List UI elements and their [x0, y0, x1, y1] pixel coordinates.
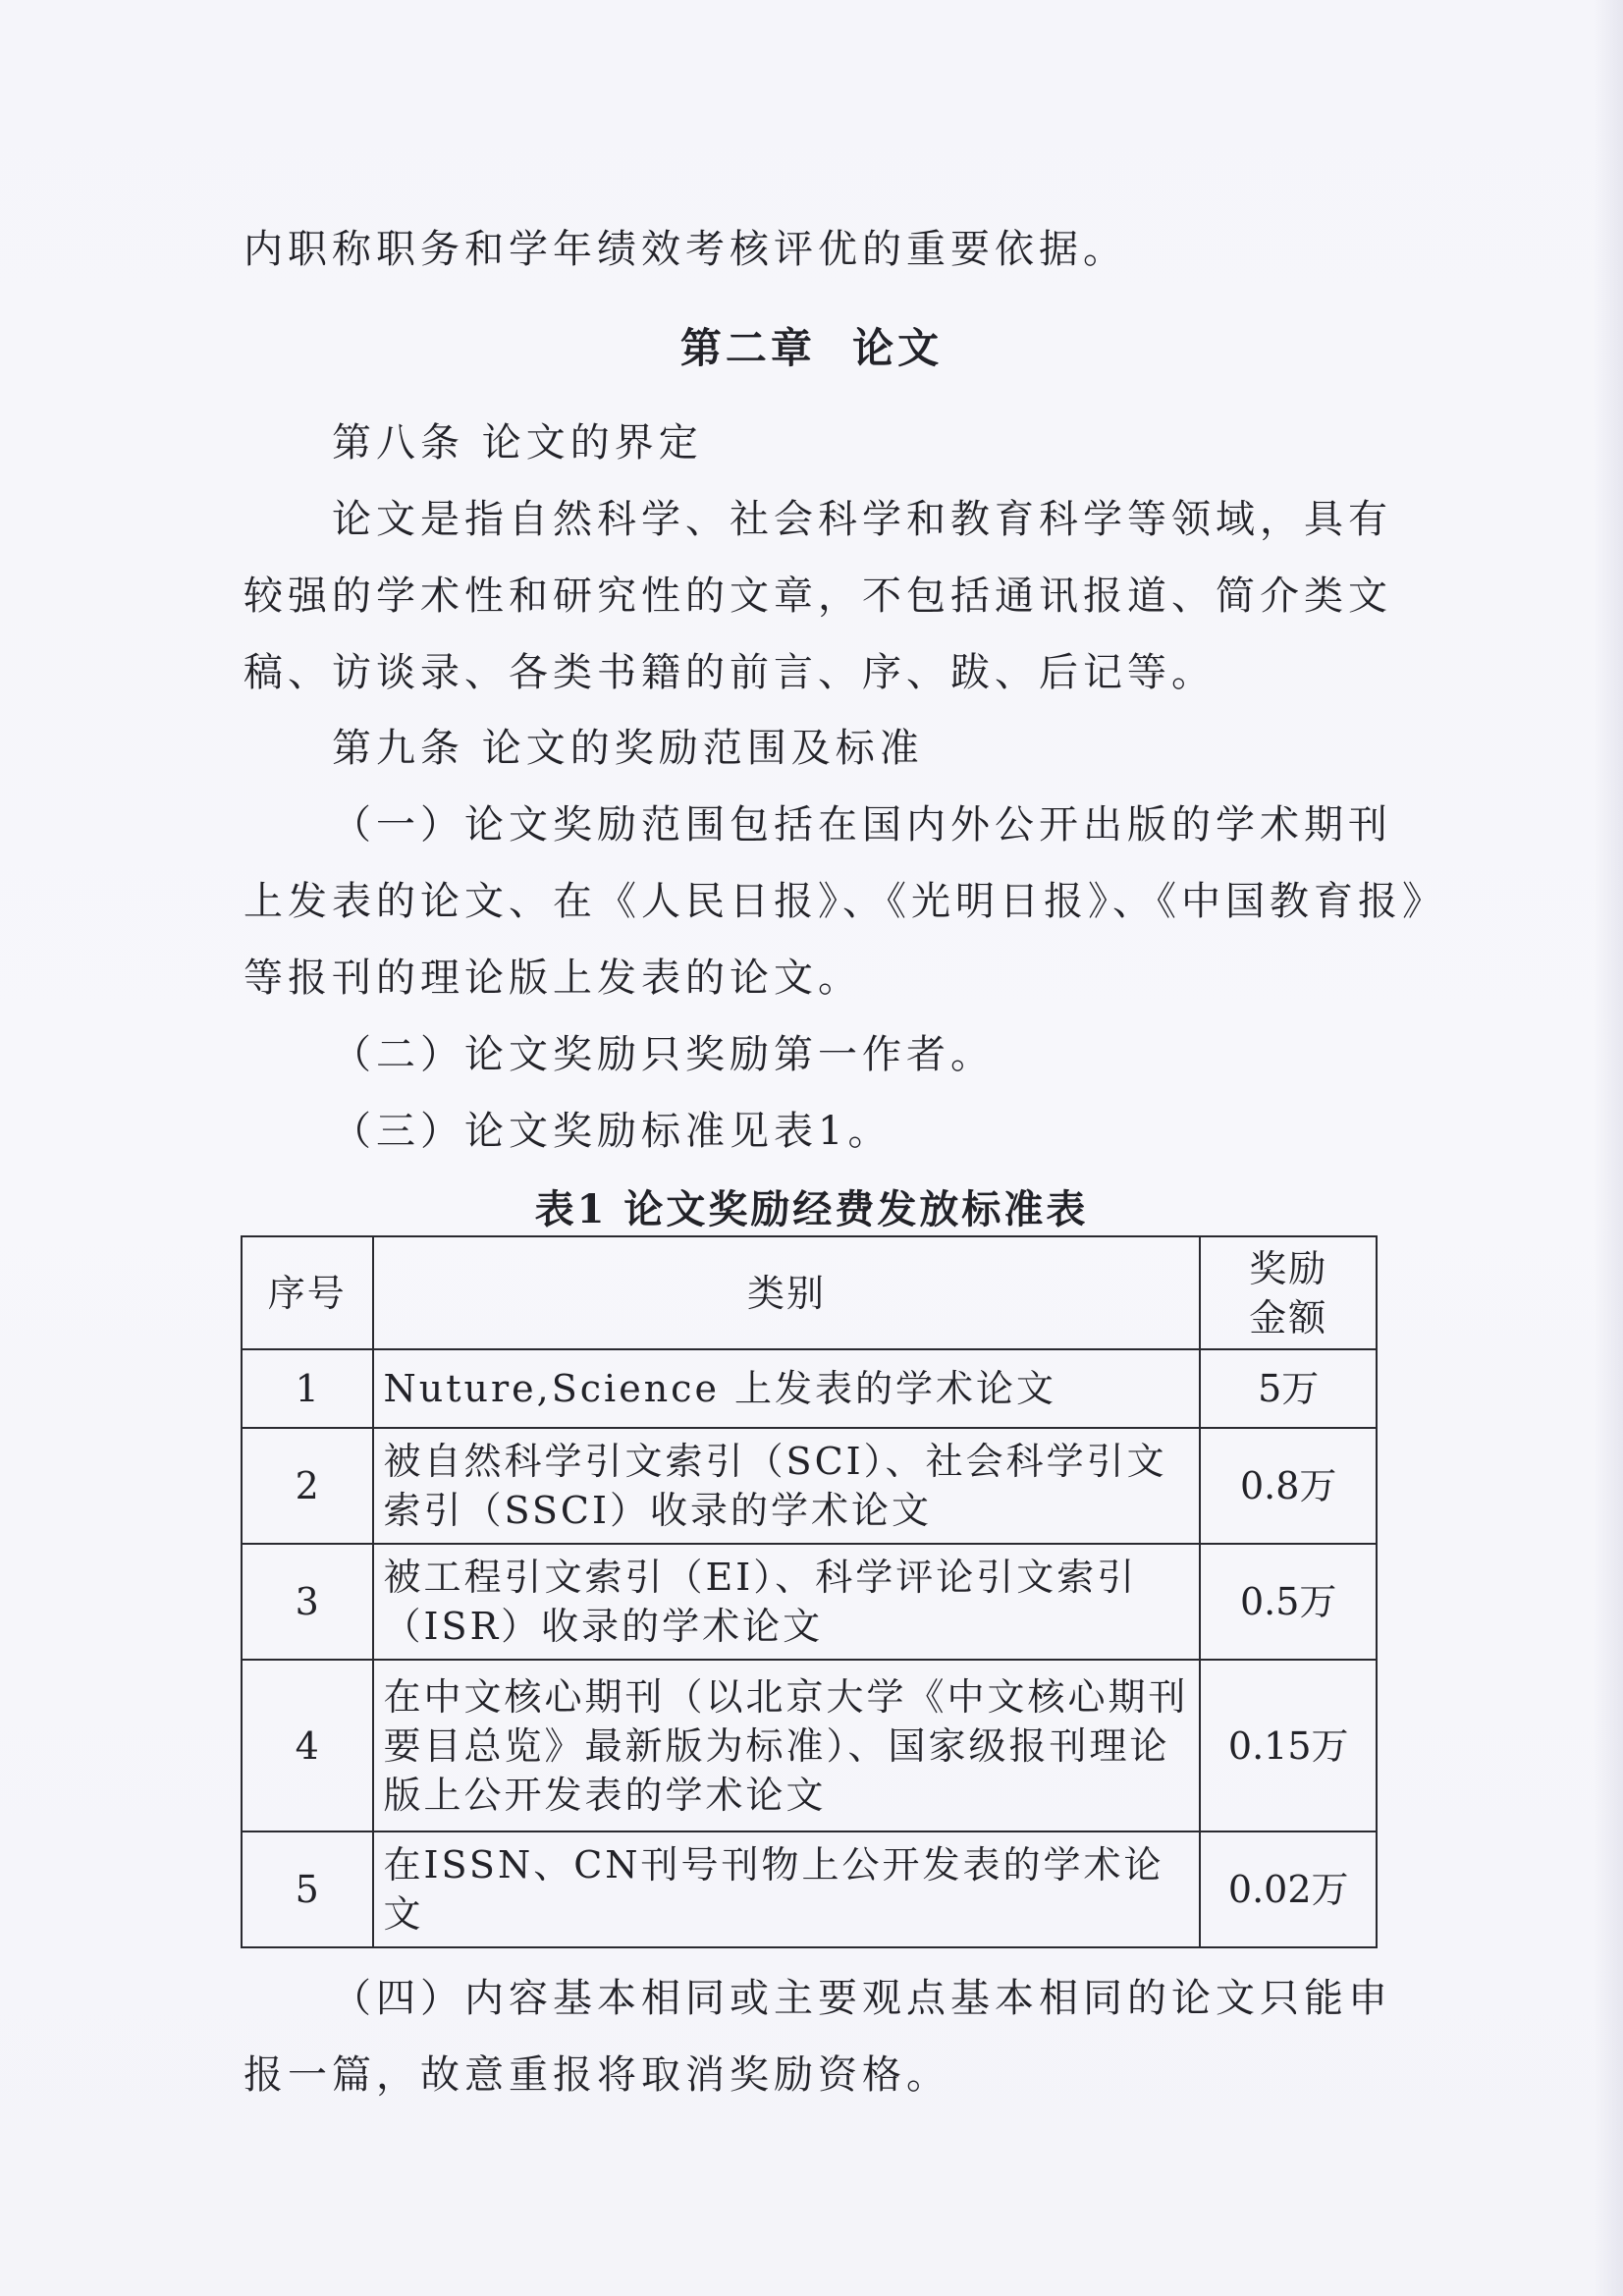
table-row: [242, 1349, 1377, 1428]
article-8-title: 第八条 论文的界定: [332, 420, 703, 465]
row-no: 4: [242, 1660, 373, 1831]
header-amount-line-2: 金额: [1249, 1295, 1328, 1339]
scan-edge-shadow: [1594, 0, 1623, 2296]
header-amount-line-1: 奖励: [1249, 1246, 1328, 1290]
article-8-line-1: 论文是指自然科学、社会科学和教育科学等领域，具有: [332, 497, 1392, 542]
clause-2: （二）论文奖励只奖励第一作者。: [332, 1032, 995, 1077]
row-category: Nuture,Science 上发表的学术论文: [373, 1349, 1201, 1428]
paragraph-continuation: 内职称职务和学年绩效考核评优的重要依据。: [243, 227, 1127, 272]
chapter-heading: 第二章 论文: [679, 324, 944, 372]
row-no: 2: [242, 1428, 373, 1544]
row-no: 3: [242, 1544, 373, 1660]
row-amount: 0.5万: [1200, 1544, 1377, 1660]
clause-1-line-2: 上发表的论文、在《人民日报》、《光明日报》、《中国教育报》: [243, 879, 1446, 924]
header-amount: [1200, 1236, 1377, 1349]
row-category: 在中文核心期刊（以北京大学《中文核心期刊要目总览》最新版为标准）、国家级报刊理论版上公开发表的学术论文: [373, 1660, 1201, 1831]
article-8-line-2: 较强的学术性和研究性的文章，不包括通讯报道、简介类文: [243, 574, 1392, 619]
clause-4-line-1: （四）内容基本相同或主要观点基本相同的论文只能申: [332, 1976, 1392, 2021]
row-amount: 0.15万: [1200, 1660, 1377, 1831]
row-no: 5: [242, 1831, 373, 1947]
table-caption: 表1 论文奖励经费发放标准表: [534, 1186, 1089, 1232]
clause-4-line-2: 报一篇，故意重报将取消奖励资格。: [243, 2052, 950, 2098]
table-row: [242, 1831, 1377, 1947]
clause-1-line-1: （一）论文奖励范围包括在国内外公开出版的学术期刊: [332, 802, 1392, 847]
table-header-row: [242, 1236, 1377, 1349]
row-amount: 5万: [1200, 1349, 1377, 1428]
reward-standard-table: [241, 1235, 1378, 1948]
row-no: 1: [242, 1349, 373, 1428]
clause-3: （三）论文奖励标准见表1。: [332, 1109, 893, 1154]
header-category: 类别: [373, 1236, 1201, 1349]
table-row: [242, 1660, 1377, 1831]
row-category: 被自然科学引文索引（SCI）、社会科学引文索引（SSCI）收录的学术论文: [373, 1428, 1201, 1544]
table-row: [242, 1544, 1377, 1660]
row-amount: 0.02万: [1200, 1831, 1377, 1947]
header-no: 序号: [242, 1236, 373, 1349]
row-category: 被工程引文索引（EI）、科学评论引文索引（ISR）收录的学术论文: [373, 1544, 1201, 1660]
row-amount: 0.8万: [1200, 1428, 1377, 1544]
article-8-line-3: 稿、访谈录、各类书籍的前言、序、跋、后记等。: [243, 650, 1216, 695]
row-category: 在ISSN、CN刊号刊物上公开发表的学术论文: [373, 1831, 1201, 1947]
clause-1-line-3: 等报刊的理论版上发表的论文。: [243, 956, 862, 1001]
table-row: [242, 1428, 1377, 1544]
article-9-title: 第九条 论文的奖励范围及标准: [332, 726, 924, 771]
